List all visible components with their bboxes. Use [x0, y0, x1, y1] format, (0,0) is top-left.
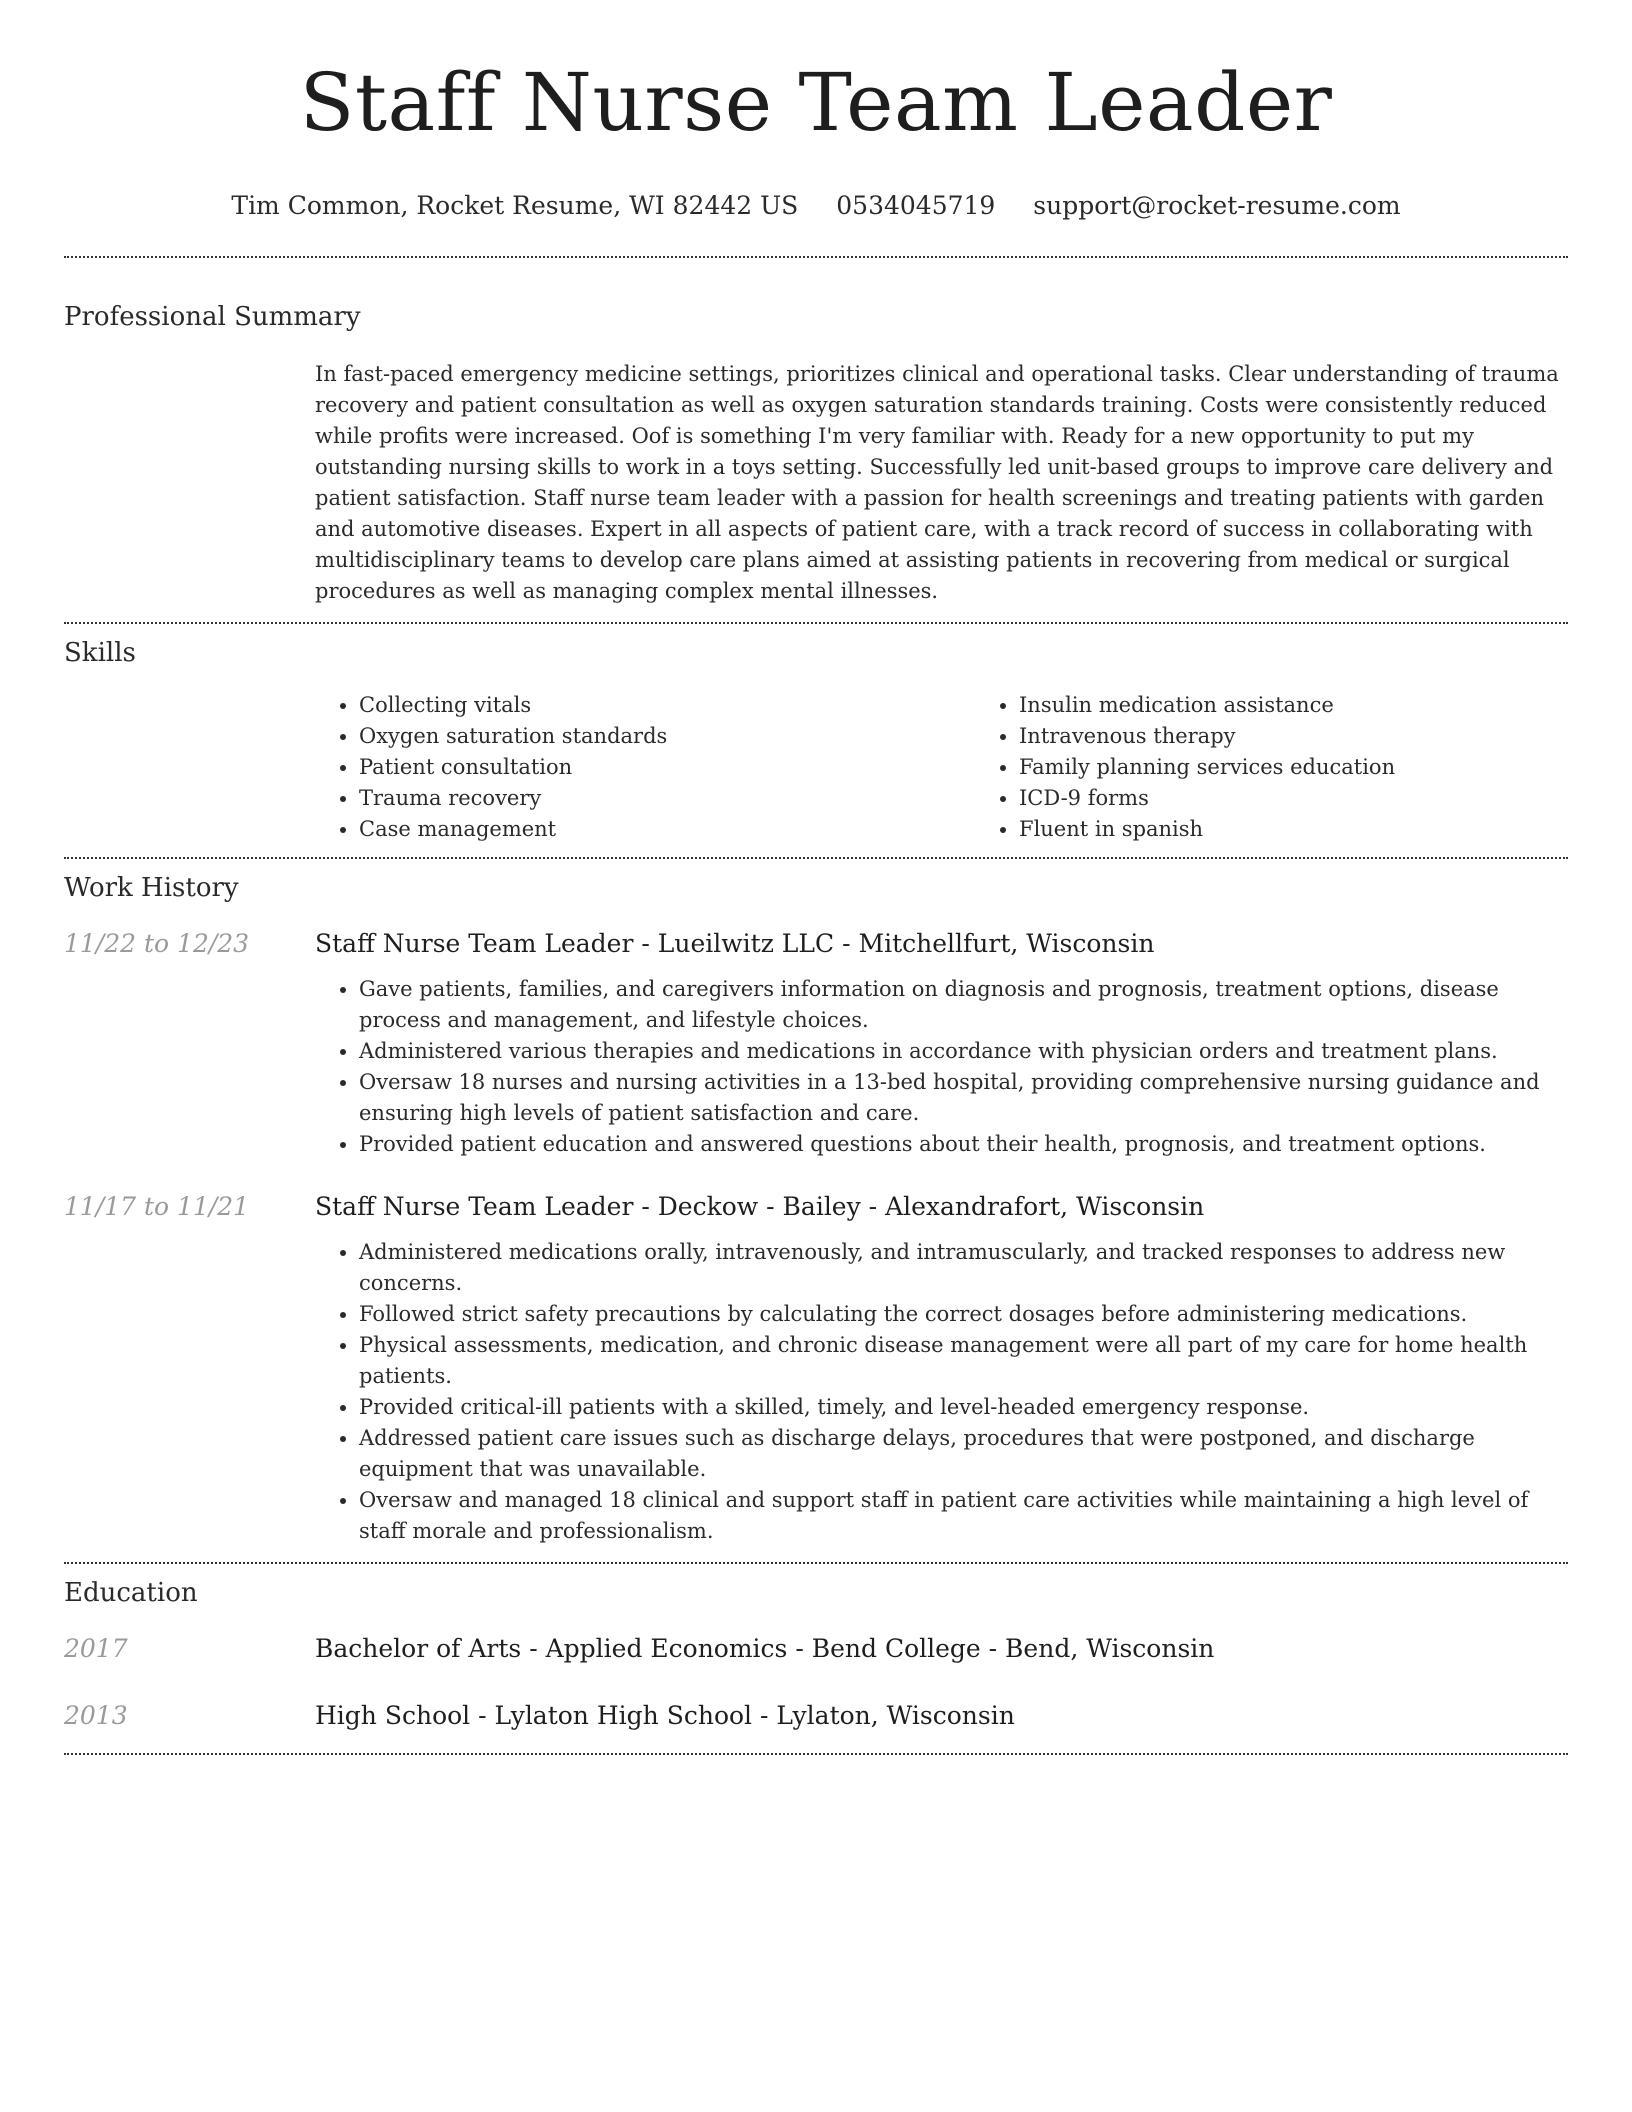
skill-item: • Patient consultation	[359, 752, 975, 783]
education-year: 2017	[64, 1634, 128, 1663]
skill-item: • Oxygen saturation standards	[359, 721, 975, 752]
resume-name: Staff Nurse Team Leader	[299, 56, 1333, 149]
divider	[64, 1562, 1568, 1564]
education-details: - Lylaton High School - Lylaton, Wisconsin	[470, 1701, 1015, 1730]
job-bullet: • Gave patients, families, and caregivers information on diagnosis and prognosis, treatment options, disease process and management, and lifestyle choices.	[359, 974, 1568, 1036]
education-details: - Bend College - Bend, Wisconsin	[787, 1634, 1215, 1663]
job-bullet: • Provided critical-ill patients with a skilled, timely, and level-headed emergency response.	[359, 1392, 1568, 1423]
section-title-work: Work History	[64, 873, 239, 903]
education-degree: Bachelor of Arts - Applied Economics	[315, 1634, 788, 1663]
divider	[64, 622, 1568, 624]
job-dates: 11/22 to 12/23	[64, 929, 250, 958]
education-entry	[64, 1699, 1568, 1733]
education-degree: High School	[315, 1701, 471, 1730]
section-title-education: Education	[64, 1578, 198, 1608]
job-details: - Deckow - Bailey - Alexandrafort, Wisconsin	[633, 1192, 1205, 1221]
job-bullet: • Physical assessments, medication, and chronic disease management were all part of my care for home health patients.	[359, 1330, 1568, 1392]
contact-email: support@rocket-resume.com	[1033, 191, 1401, 220]
job-role: Staff Nurse Team Leader	[315, 929, 634, 958]
job-role: Staff Nurse Team Leader	[315, 1192, 634, 1221]
skill-item: • Fluent in spanish	[1019, 814, 1632, 845]
skill-item: • Collecting vitals	[359, 690, 975, 721]
job-bullets	[315, 974, 1568, 1160]
job-bullet: • Administered medications orally, intravenously, and intramuscularly, and tracked responses to address new concerns.	[359, 1237, 1568, 1299]
skill-item: • Case management	[359, 814, 975, 845]
education-section	[64, 1576, 1568, 1733]
skill-item: • ICD-9 forms	[1019, 783, 1632, 814]
skills-list-left	[315, 690, 975, 845]
education-entry	[64, 1632, 1568, 1666]
contact-address: Tim Common, Rocket Resume, WI 82442 US	[231, 191, 799, 220]
job-dates: 11/17 to 11/21	[64, 1192, 250, 1221]
contact-line	[64, 190, 1568, 222]
skill-item: • Intravenous therapy	[1019, 721, 1632, 752]
job-bullet: • Addressed patient care issues such as discharge delays, procedures that were postponed, and discharge equipment that was unavailable.	[359, 1423, 1568, 1485]
skill-item: • Insulin medication assistance	[1019, 690, 1632, 721]
summary-text: In fast-paced emergency medicine settings, prioritizes clinical and operational tasks. Clear understanding of trauma recovery and patient consultation as well as oxygen saturation standards training. Costs were consistently reduced while profits were increased. Oof is something I'm very familiar with. Ready for a new opportunity to put my outstanding nursing skills to work in a toys setting. Successfully led unit-based groups to improve care delivery and patient satisfaction. Staff nurse team leader with a passion for health screenings and treating patients with garden and automotive diseases. Expert in all aspects of patient care, with a track record of success in collaborating with multidisciplinary teams to develop care plans aimed at assisting patients in recovering from medical or surgical procedures as well as managing complex mental illnesses.	[315, 362, 1559, 603]
section-title-skills: Skills	[64, 638, 136, 668]
job-bullet: • Oversaw 18 nurses and nursing activities in a 13-bed hospital, providing comprehensive nursing guidance and ensuring high levels of patient satisfaction and care.	[359, 1067, 1568, 1129]
job-details: - Lueilwitz LLC - Mitchellfurt, Wisconsin	[633, 929, 1155, 958]
section-title-summary: Professional Summary	[64, 302, 361, 332]
skill-item: • Trauma recovery	[359, 783, 975, 814]
job-bullet: • Administered various therapies and medications in accordance with physician orders and treatment plans.	[359, 1036, 1568, 1067]
education-year: 2013	[64, 1701, 128, 1730]
job-bullet: • Provided patient education and answered questions about their health, prognosis, and treatment options.	[359, 1129, 1568, 1160]
job-heading	[315, 1190, 1568, 1224]
divider	[64, 256, 1568, 258]
job-bullet: • Followed strict safety precautions by calculating the correct dosages before administering medications.	[359, 1299, 1568, 1330]
job-entry	[64, 1190, 1568, 1547]
job-bullets	[315, 1237, 1568, 1547]
contact-phone: 0534045719	[836, 191, 996, 220]
summary-section	[64, 300, 1568, 607]
skill-item: • Family planning services education	[1019, 752, 1632, 783]
job-heading	[315, 927, 1568, 961]
divider	[64, 1753, 1568, 1755]
job-bullet: • Oversaw and managed 18 clinical and support staff in patient care activities while maintaining a high level of staff morale and professionalism.	[359, 1485, 1568, 1547]
skills-list-right	[975, 690, 1632, 845]
skills-section	[64, 636, 1568, 845]
divider	[64, 857, 1568, 859]
work-section	[64, 871, 1568, 1547]
job-entry	[64, 927, 1568, 1160]
